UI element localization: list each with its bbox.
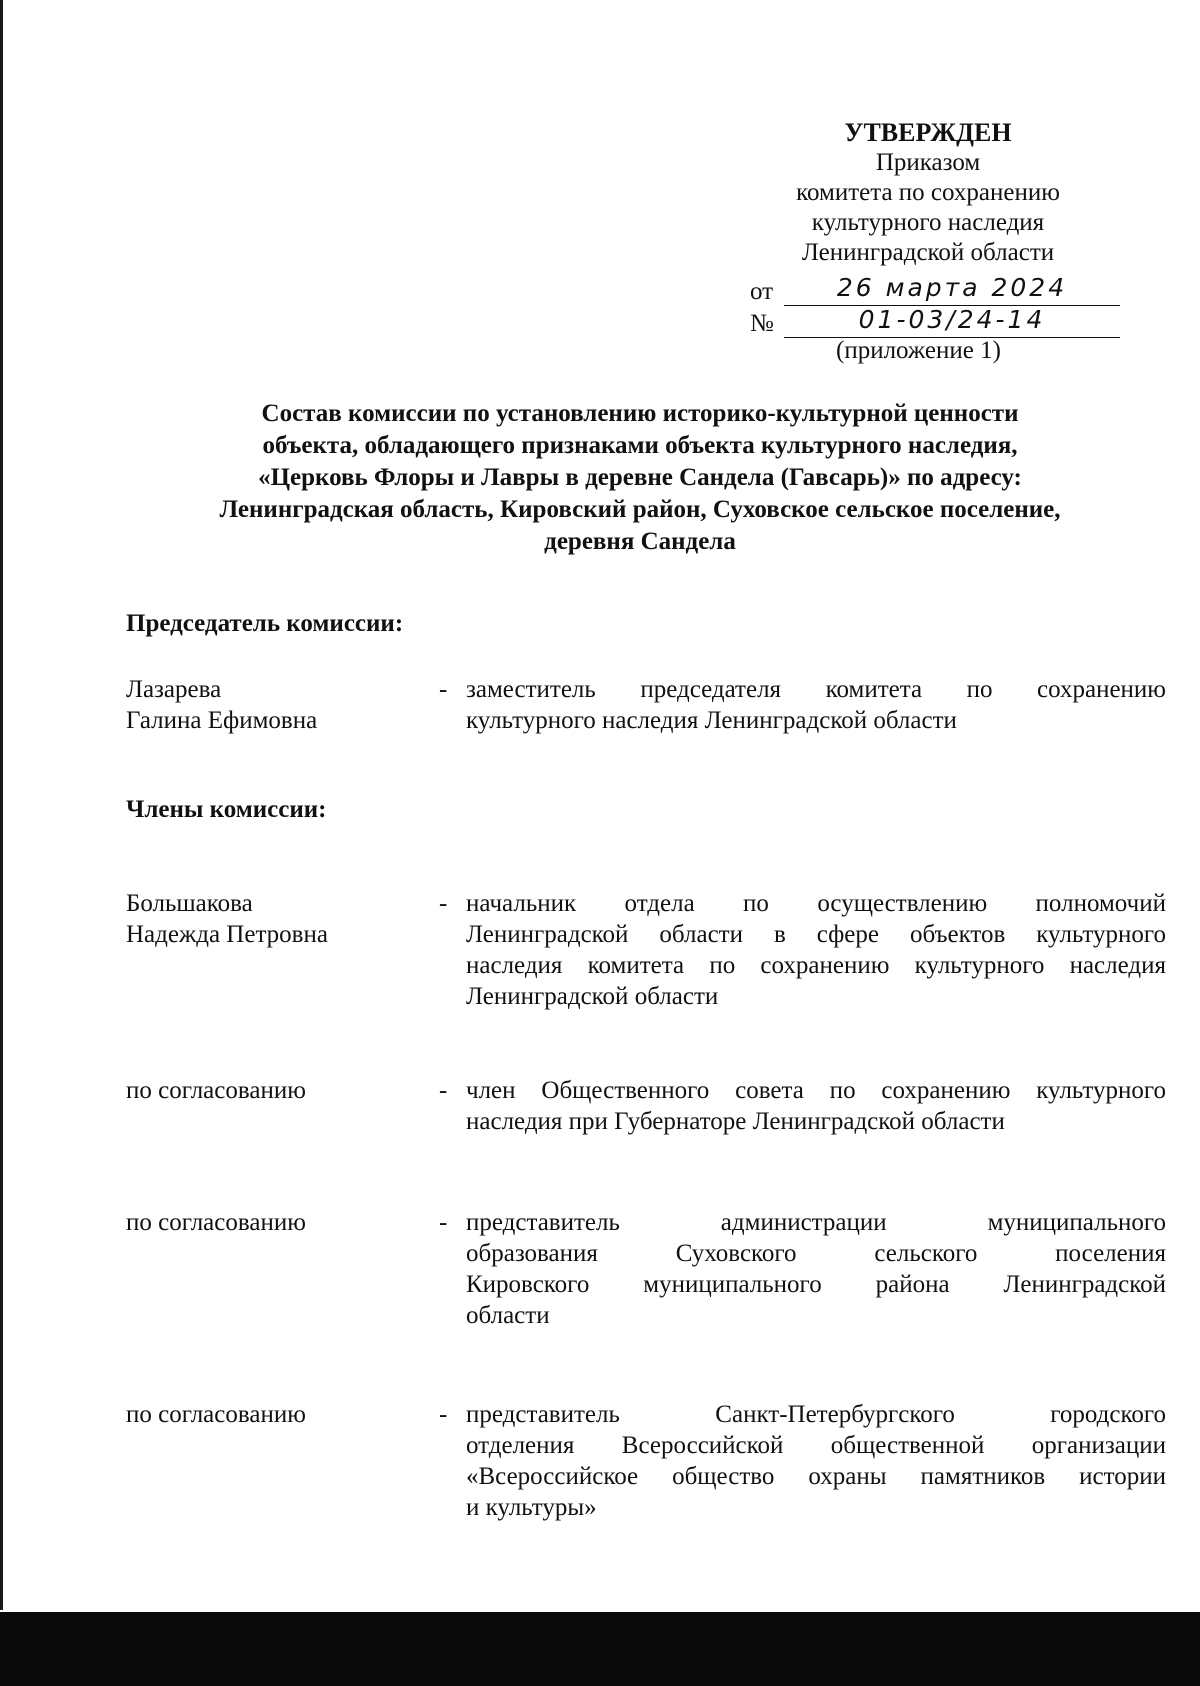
member-role-line: Кировского муниципального района Ленинградской	[466, 1271, 1166, 1298]
title-line: деревня Сандела	[544, 528, 736, 555]
approval-stamp-title: УТВЕРЖДЕН	[844, 118, 1012, 147]
member-name	[126, 1399, 426, 1430]
document-title	[150, 398, 1130, 558]
title-line: Ленинградская область, Кировский район, Суховское сельское поселение,	[219, 496, 1061, 523]
member-role-line: области	[466, 1302, 550, 1329]
member-name-line: Лазарева	[126, 676, 222, 703]
member-role	[466, 1075, 1166, 1137]
scan-left-edge	[0, 0, 3, 1610]
member-dash: -	[439, 1209, 448, 1236]
member-name	[126, 674, 426, 736]
scan-bottom-band	[0, 1612, 1200, 1686]
member-role-line: представитель Санкт-Петербургского городского	[466, 1401, 1166, 1428]
approval-number-row	[750, 306, 1120, 340]
approval-date-row	[750, 274, 1120, 308]
member-role	[466, 888, 1166, 1012]
member-role-line: отделения Всероссийской общественной организации	[466, 1432, 1166, 1459]
member-role-line: представитель администрации муниципального	[466, 1209, 1166, 1236]
member-dash: -	[439, 1401, 448, 1428]
member-dash: -	[439, 890, 448, 917]
member-role-line: образования Суховского сельского поселения	[466, 1240, 1166, 1267]
member-role-line: член Общественного совета по сохранению культурного	[466, 1077, 1166, 1104]
approval-line: Ленинградской области	[801, 239, 1055, 266]
member-role-line: наследия при Губернаторе Ленинградской области	[466, 1108, 1005, 1135]
approval-number-value: 01-03/24-14	[784, 305, 1120, 338]
member-role-line: наследия комитета по сохранению культурного наследия	[466, 952, 1166, 979]
approval-number-label: №	[750, 310, 774, 337]
member-dash: -	[439, 676, 448, 703]
member-role	[466, 1399, 1166, 1523]
approval-attachment-note: (приложение 1)	[836, 337, 1001, 364]
member-name-line: Надежда Петровна	[126, 921, 328, 948]
title-line: объекта, обладающего признаками объекта культурного наследия,	[262, 432, 1018, 459]
approval-date-label: от	[750, 278, 774, 305]
member-role-line: и культуры»	[466, 1494, 597, 1521]
member-name	[126, 1207, 426, 1238]
member-name	[126, 888, 426, 950]
member-name-line: Большакова	[126, 890, 253, 917]
member-role-line: культурного наследия Ленинградской области	[466, 707, 957, 734]
members-heading: Члены комиссии:	[126, 796, 327, 823]
member-name-line: по согласованию	[126, 1077, 306, 1104]
member-name-line: по согласованию	[126, 1209, 306, 1236]
member-name-line: по согласованию	[126, 1401, 306, 1428]
chair-heading: Председатель комиссии:	[126, 610, 404, 637]
member-role	[466, 674, 1166, 736]
member-dash: -	[439, 1077, 448, 1104]
member-name-line: Галина Ефимовна	[126, 707, 318, 734]
approval-date-value: 26 марта 2024	[784, 273, 1120, 306]
member-name	[126, 1075, 426, 1106]
approval-line: комитета по сохранению	[796, 179, 1060, 206]
member-role	[466, 1207, 1166, 1331]
title-line: «Церковь Флоры и Лавры в деревне Сандела (Гавсарь)» по адресу:	[258, 464, 1022, 491]
member-role-line: заместитель председателя комитета по сохранению	[466, 676, 1166, 703]
member-role-line: Ленинградской области	[466, 983, 719, 1010]
approval-line: культурного наследия	[811, 209, 1045, 236]
member-role-line: Ленинградской области в сфере объектов культурного	[466, 921, 1166, 948]
member-role-line: начальник отдела по осуществлению полномочий	[466, 890, 1166, 917]
title-line: Состав комиссии по установлению историко-культурной ценности	[261, 400, 1019, 427]
member-role-line: «Всероссийское общество охраны памятников истории	[466, 1463, 1166, 1490]
approval-line: Приказом	[875, 149, 981, 176]
approval-block	[740, 118, 1116, 268]
